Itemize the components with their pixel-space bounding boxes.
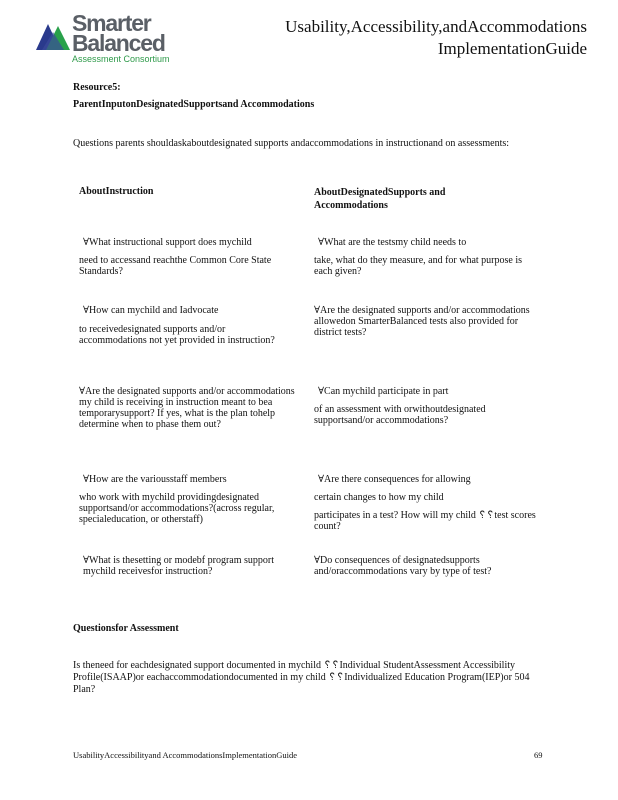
right-question-1-line1: ∀What are the testsmy child needs to [318, 237, 467, 248]
right-question-1-line2: take, what do they measure, and for what purpose is each given? [314, 255, 522, 277]
document-title [285, 16, 587, 60]
logo-text-line3: Assessment Consortium [72, 54, 170, 64]
right-question-2: ∀Are the designated supports and/or accommodations allowedon SmarterBalanced tests also provided for district tests? [314, 305, 530, 338]
left-question-2-line1: ∀How can mychild and Iadvocate [83, 305, 219, 316]
right-question-4-line2: certain changes to how my child [314, 492, 444, 503]
logo-text-line1: Smarter [72, 10, 151, 36]
right-question-5: ∀Do consequences of designatedsupports and/oraccommodations vary by type of test? [314, 555, 492, 577]
page-number: 69 [534, 750, 543, 760]
left-question-3: ∀Are the designated supports and/or accommodations my child is receiving in instruction meant to bea temporarysupport? If yes, what is the plan tohelp determine when to phase them out? [79, 386, 295, 430]
right-question-3-line1: ∀Can mychild participate in part [318, 386, 449, 397]
assessment-text: Is theneed for eachdesignated support documented in mychild ␦␦Individual StudentAssessment Accessibility Profile(ISAAP)or eachaccommodationdocumented in my child ␦␦Individualized Education Program(IEP)or 504 Plan? [73, 660, 530, 695]
document-title-line2: ImplementationGuide [437, 39, 587, 58]
resource-number: Resource5: [73, 82, 121, 93]
left-column-heading: AboutInstruction [79, 186, 154, 197]
logo-triangles-icon [34, 16, 72, 52]
left-question-1-line2: need to accessand reachthe Common Core State Standards? [79, 255, 272, 277]
right-question-3-line2: of an assessment with orwithoutdesignated supportsand/or accommodations? [314, 404, 486, 426]
smarter-balanced-logo [34, 12, 184, 64]
footer-text: UsabilityAccessibilityand AccommodationsImplementationGuide [73, 750, 298, 760]
intro-text: Questions parents shouldaskaboutdesignated supports andaccommodations in instructionand on assessments: [73, 138, 510, 149]
logo-text-line2: Balanced [72, 30, 165, 56]
left-question-4-line1: ∀How are the variousstaff members [83, 474, 227, 485]
document-title-line1: Usability,Accessibility,andAccommodations [285, 17, 587, 36]
right-question-4-line1: ∀Are there consequences for allowing [318, 474, 471, 485]
left-question-1-line1: ∀What instructional support does mychild [83, 237, 252, 248]
left-question-5: ∀What is thesetting or modebf program support mychild receivesfor instruction? [83, 555, 274, 577]
right-question-4-line3: participates in a test? How will my child ␦␦test scores count? [314, 510, 536, 532]
right-column-heading: AboutDesignatedSupports and Accommodations [314, 187, 446, 211]
left-question-4-line2: who work with mychild providingdesignated supportsand/or accommodations?(across regular, specialeducation, or otherstaff) [79, 492, 275, 525]
left-question-2-line2: to receivedesignated supports and/or accommodations not yet provided in instruction? [79, 324, 275, 346]
resource-title: ParentInputonDesignatedSupportsand Accommodations [73, 99, 315, 110]
assessment-heading: Questionsfor Assessment [73, 623, 179, 634]
